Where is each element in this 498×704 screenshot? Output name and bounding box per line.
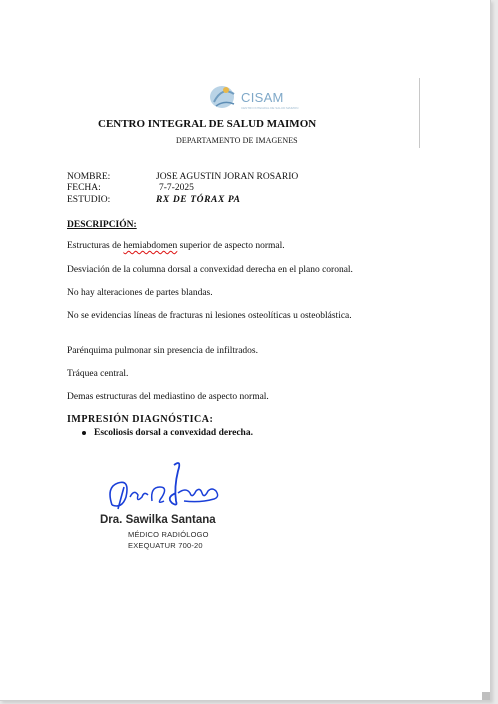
patient-name-label: NOMBRE: — [67, 172, 111, 182]
logo-text: CISAM — [241, 90, 284, 105]
patient-name-value: JOSE AGUSTIN JORAN ROSARIO — [156, 172, 299, 182]
description-paragraph-2: Desviación de la columna dorsal a convexidad derecha en el plano coronal. — [67, 265, 353, 275]
bullet-icon — [82, 431, 86, 435]
description-heading: DESCRIPCIÓN: — [67, 220, 137, 230]
doctor-name: Dra. Sawilka Santana — [100, 514, 216, 526]
handwritten-signature — [104, 457, 224, 517]
date-value: 7-7-2025 — [159, 183, 194, 193]
study-label: ESTUDIO: — [67, 195, 111, 205]
page-margin-line — [419, 78, 420, 148]
description-paragraph-2b: No hay alteraciones de partes blandas. — [67, 288, 213, 298]
spellcheck-word: hemiabdomen — [123, 241, 178, 251]
p1-after: superior de aspecto normal. — [177, 241, 285, 251]
doctor-exequatur: EXEQUATUR 700-20 — [128, 541, 203, 550]
description-paragraph-6: Demas estructuras del mediastino de aspecto normal. — [67, 392, 269, 402]
department-name: DEPARTAMENTO DE IMAGENES — [176, 136, 298, 145]
study-value: RX DE TÓRAX PA — [156, 195, 241, 205]
date-label: FECHA: — [67, 183, 101, 193]
doctor-title: MÉDICO RADIÓLOGO — [128, 530, 209, 539]
impression-item-text: Escoliosis dorsal a convexidad derecha. — [94, 428, 253, 438]
description-paragraph-3: No se evidencias líneas de fracturas ni lesiones osteolíticas u osteoblástica. — [67, 311, 352, 321]
description-paragraph-1 — [67, 241, 397, 253]
impression-list-item — [82, 428, 253, 438]
description-paragraph-5: Tráquea central. — [67, 369, 129, 379]
center-name: CENTRO INTEGRAL DE SALUD MAIMON — [98, 118, 317, 130]
page-corner — [482, 692, 490, 700]
description-paragraph-4: Parénquima pulmonar sin presencia de infiltrados. — [67, 346, 259, 356]
logo-subtext: CENTRO INTEGRAL DE SALUD MAIMON — [241, 106, 299, 110]
impression-heading: IMPRESIÓN DIAGNÓSTICA: — [67, 414, 214, 425]
p1-before: Estructuras de — [67, 241, 124, 251]
